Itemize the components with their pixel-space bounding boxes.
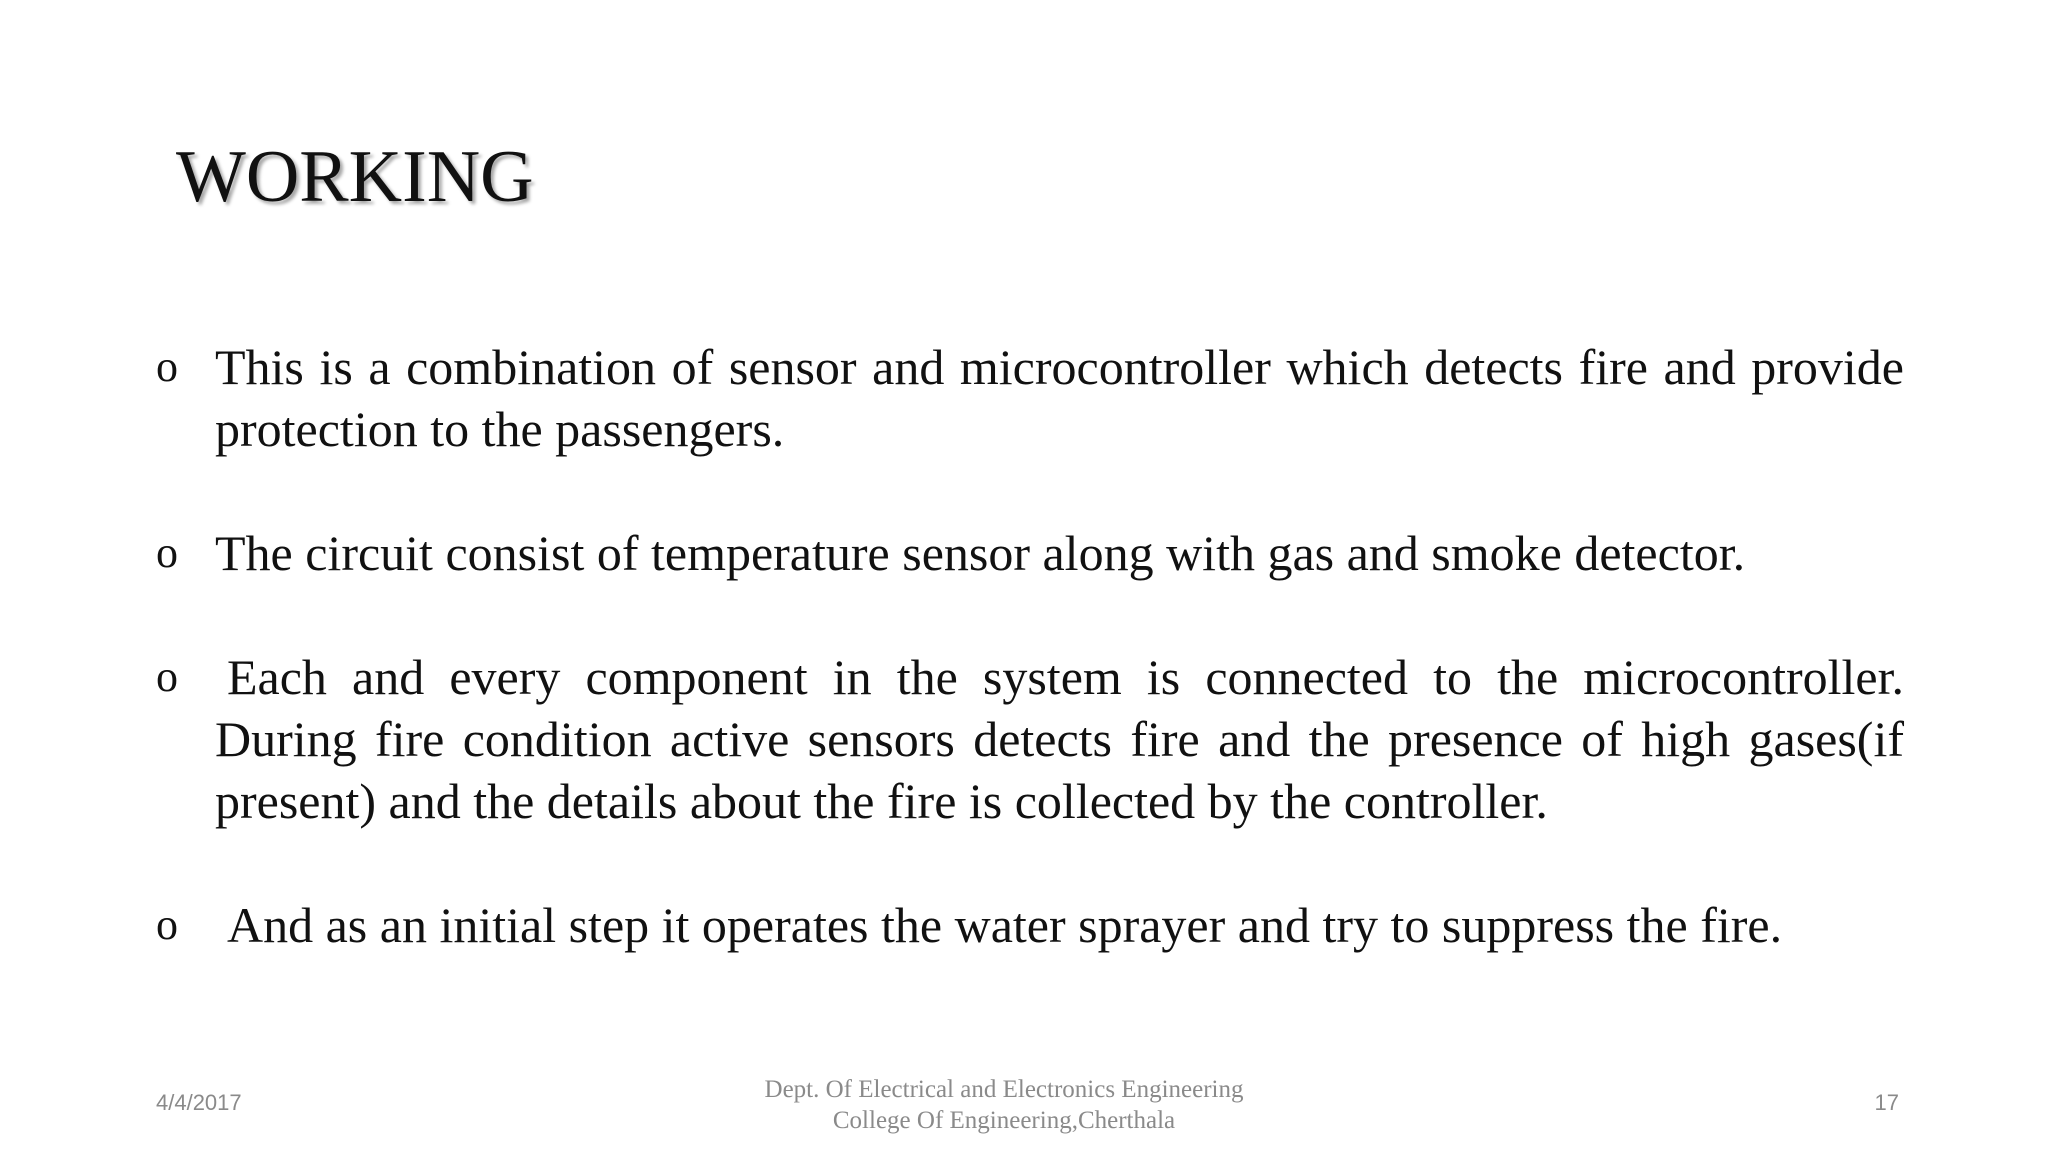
bullet-text: The circuit consist of temperature sensor along with gas and smoke detector.	[215, 525, 1746, 581]
bullet-item	[156, 336, 1904, 460]
footer-page-number: 17	[1874, 1090, 1899, 1115]
bullet-text: Each and every component in the system is connected to the microcontroller. During fire condition active sensors detects fire and the presence of high gases(if present) and the details about the fire is collected by the controller.	[215, 649, 1904, 829]
bullet-item	[156, 646, 1904, 832]
bullet-item	[156, 522, 1904, 584]
bullet-marker-icon: o	[156, 652, 178, 701]
bullet-item	[156, 894, 1904, 956]
bullet-marker-icon: o	[156, 528, 178, 577]
footer-date: 4/4/2017	[156, 1090, 242, 1115]
slide-title: WORKING	[176, 136, 534, 218]
bullet-list	[156, 336, 1904, 956]
bullet-text: And as an initial step it operates the water sprayer and try to suppress the fire.	[227, 897, 1783, 953]
bullet-marker-icon: o	[156, 900, 178, 949]
footer-institution	[624, 1074, 1384, 1136]
footer-college: College Of Engineering,Cherthala	[832, 1107, 1176, 1134]
bullet-text: This is a combination of sensor and microcontroller which detects fire and provide protection to the passengers.	[215, 339, 1904, 457]
footer-department: Dept. Of Electrical and Electronics Engineering	[764, 1076, 1244, 1103]
bullet-marker-icon: o	[156, 342, 178, 391]
